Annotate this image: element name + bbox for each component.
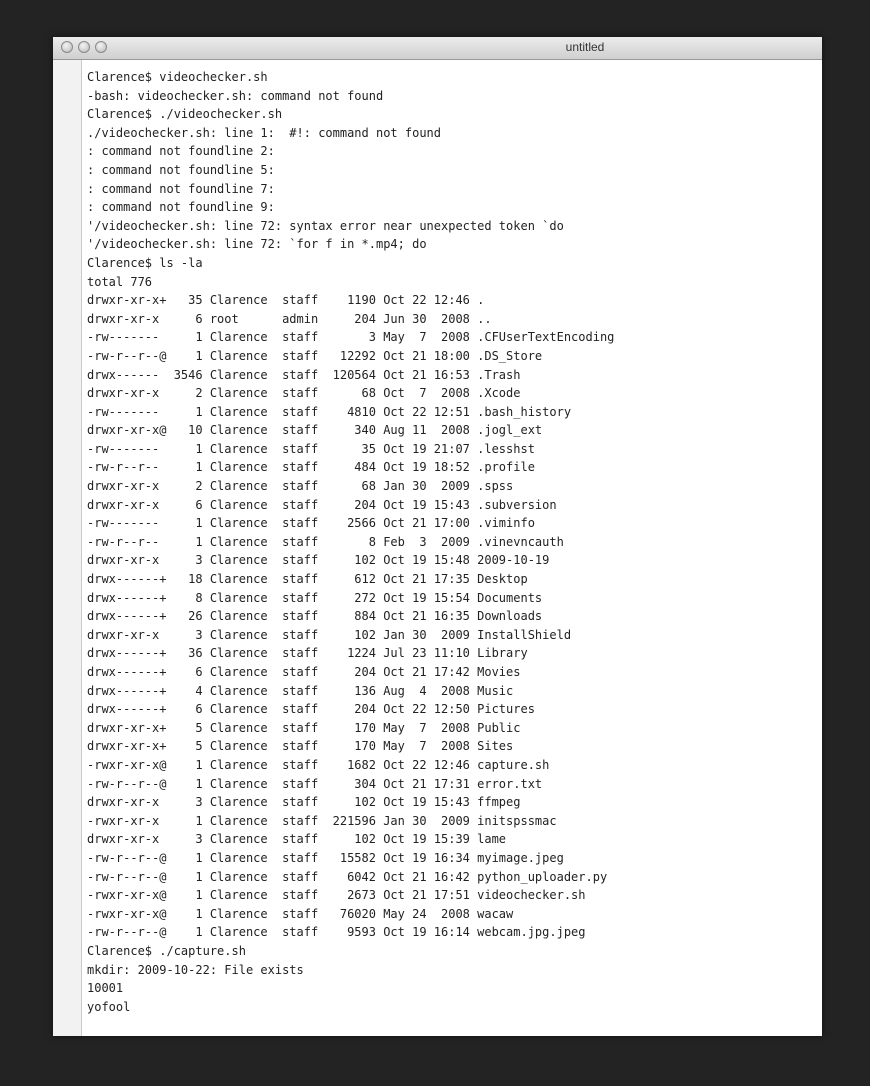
terminal-line: -rw------- 1 Clarence staff 4810 Oct 22 12:51 .bash_history	[87, 404, 572, 419]
terminal-window	[53, 37, 822, 1036]
terminal-line: drwxr-xr-x+ 5 Clarence staff 170 May 7 2008 Sites	[87, 739, 514, 754]
terminal-line: drwxr-xr-x+ 35 Clarence staff 1190 Oct 22 12:46 .	[87, 293, 485, 308]
window-title: untitled	[565, 40, 605, 54]
terminal-line: drwxr-xr-x 6 Clarence staff 204 Oct 19 15:43 .subversion	[87, 497, 557, 512]
terminal-line: -rw-r--r--@ 1 Clarence staff 6042 Oct 21 16:42 python_uploader.py	[87, 869, 608, 884]
terminal-line: Clarence$ ls -la	[87, 255, 203, 270]
terminal-line: drwxr-xr-x 3 Clarence staff 102 Oct 19 15:39 lame	[87, 832, 507, 847]
terminal-line: -bash: videochecker.sh: command not found	[87, 88, 384, 103]
terminal-line: : command not foundline 2:	[87, 144, 275, 159]
terminal-line: -rw-r--r--@ 1 Clarence staff 304 Oct 21 17:31 error.txt	[87, 776, 543, 791]
terminal-line: Clarence$ ./capture.sh	[87, 943, 246, 958]
terminal-line: mkdir: 2009-10-22: File exists	[87, 962, 304, 977]
terminal-line: -rw-r--r--@ 1 Clarence staff 12292 Oct 21 18:00 .DS_Store	[87, 348, 543, 363]
terminal-line: drwxr-xr-x 3 Clarence staff 102 Jan 30 2009 InstallShield	[87, 627, 572, 642]
terminal-line: -rwxr-xr-x@ 1 Clarence staff 2673 Oct 21 17:51 videochecker.sh	[87, 888, 586, 903]
terminal-line: yofool	[87, 999, 131, 1014]
terminal-line: -rw-r--r-- 1 Clarence staff 8 Feb 3 2009 .vinevncauth	[87, 534, 564, 549]
terminal-line: -rw------- 1 Clarence staff 3 May 7 2008 .CFUserTextEncoding	[87, 330, 615, 345]
terminal-line: ./videochecker.sh: line 1: #!: command not found	[87, 125, 442, 140]
terminal-line: drwxr-xr-x 3 Clarence staff 102 Oct 19 15:48 2009-10-19	[87, 553, 550, 568]
terminal-line: drwx------+ 18 Clarence staff 612 Oct 21 17:35 Desktop	[87, 572, 528, 587]
terminal-line: drwx------ 3546 Clarence staff 120564 Oct 21 16:53 .Trash	[87, 367, 521, 382]
terminal-line: -rw-r--r--@ 1 Clarence staff 9593 Oct 19 16:14 webcam.jpg.jpeg	[87, 925, 586, 940]
terminal-line: drwx------+ 36 Clarence staff 1224 Jul 23 11:10 Library	[87, 646, 528, 661]
terminal-line: drwxr-xr-x 3 Clarence staff 102 Oct 19 15:43 ffmpeg	[87, 795, 521, 810]
terminal-line: -rw-r--r-- 1 Clarence staff 484 Oct 19 18:52 .profile	[87, 460, 535, 475]
terminal-line: -rw-r--r--@ 1 Clarence staff 15582 Oct 19 16:34 myimage.jpeg	[87, 850, 564, 865]
terminal-line: drwxr-xr-x+ 5 Clarence staff 170 May 7 2008 Public	[87, 720, 521, 735]
terminal-line: -rw------- 1 Clarence staff 35 Oct 19 21:07 .lesshst	[87, 441, 535, 456]
terminal-line: Clarence$ ./videochecker.sh	[87, 107, 283, 122]
terminal-line: drwx------+ 26 Clarence staff 884 Oct 21 16:35 Downloads	[87, 609, 543, 624]
title-bar[interactable]	[53, 37, 822, 60]
terminal-line: drwx------+ 6 Clarence staff 204 Oct 22 12:50 Pictures	[87, 702, 535, 717]
terminal-line: drwxr-xr-x@ 10 Clarence staff 340 Aug 11 2008 .jogl_ext	[87, 423, 543, 438]
left-gutter	[53, 60, 82, 1036]
terminal-line: '/videochecker.sh: line 72: `for f in *.mp4; do	[87, 237, 427, 252]
terminal-line: : command not foundline 5:	[87, 162, 275, 177]
terminal-line: drwxr-xr-x 2 Clarence staff 68 Oct 7 2008 .Xcode	[87, 386, 521, 401]
terminal-line: drwxr-xr-x 2 Clarence staff 68 Jan 30 2009 .spss	[87, 479, 514, 494]
terminal-line: '/videochecker.sh: line 72: syntax error near unexpected token `do	[87, 218, 564, 233]
terminal-line: drwxr-xr-x 6 root admin 204 Jun 30 2008 ..	[87, 311, 492, 326]
terminal-line: drwx------+ 6 Clarence staff 204 Oct 21 17:42 Movies	[87, 665, 521, 679]
terminal-line: -rwxr-xr-x@ 1 Clarence staff 76020 May 24 2008 wacaw	[87, 906, 514, 921]
terminal-line: drwx------+ 4 Clarence staff 136 Aug 4 2008 Music	[87, 683, 514, 698]
terminal-line: 10001	[87, 981, 124, 996]
terminal-line: total 776	[87, 274, 153, 289]
terminal-line: Clarence$ videochecker.sh	[87, 70, 268, 84]
terminal-line: -rw------- 1 Clarence staff 2566 Oct 21 17:00 .viminfo	[87, 516, 535, 531]
terminal-output[interactable]	[87, 68, 814, 1030]
terminal-line: : command not foundline 9:	[87, 200, 275, 215]
terminal-line: : command not foundline 7:	[87, 181, 275, 196]
terminal-line: -rwxr-xr-x 1 Clarence staff 221596 Jan 30 2009 initspssmac	[87, 813, 557, 828]
terminal-line: drwx------+ 8 Clarence staff 272 Oct 19 15:54 Documents	[87, 590, 543, 605]
terminal-line: -rwxr-xr-x@ 1 Clarence staff 1682 Oct 22 12:46 capture.sh	[87, 757, 550, 772]
